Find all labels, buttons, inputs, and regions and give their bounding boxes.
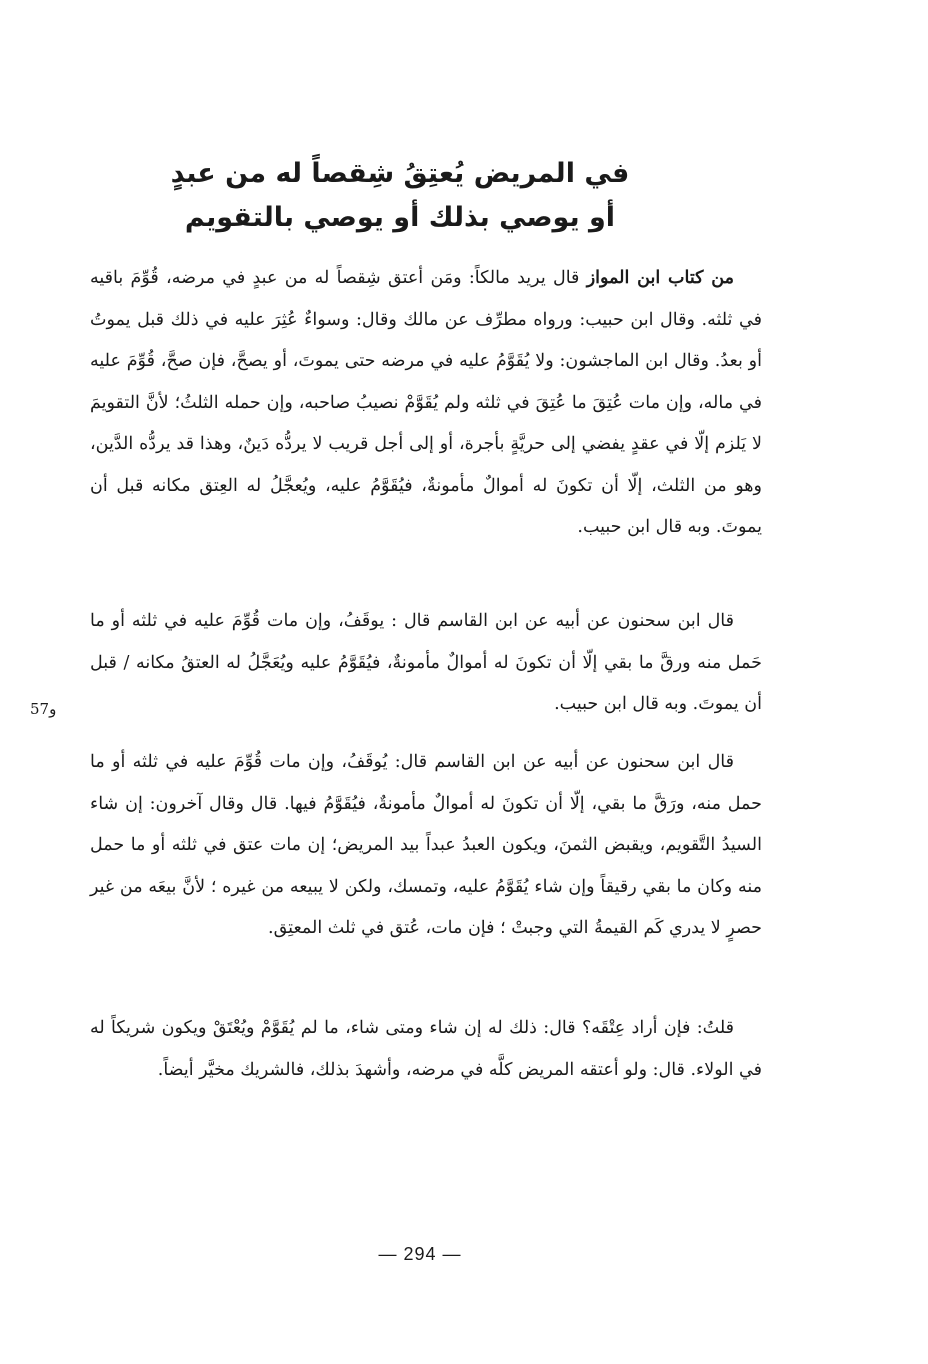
chapter-title — [120, 152, 680, 240]
paragraph-3 — [90, 742, 762, 950]
paragraph-text: قال يريد مالكاً: ومَن أعتق شِقصاً له من عبدٍ في مرضه، قُوِّمَ باقيه في ثلثه. وقال ابن حبيب: ورواه مطرِّف عن مالك وقال: وسواءٌ عُثِرَ عليه في ذلك قبل يموتُ أو بعدُ. وقال ابن الماجشون: ولا يُقَوَّمُ عليه في مرضه حتى يموتَ، أو يصحَّ، فإن صحَّ، قُوِّمَ عليه في ماله، وإن مات عُتِقَ ما عُتِقَ في ثلثه ولم يُقَوَّمْ نصيبُ صاحبه، وإن حمله الثلثُ؛ لأنَّ التقويمَ لا يَلزم إلّا في عقدٍ يفضي إلى حريَّةٍ بأجرة، أو إلى أجل قريب لا يردُّه دَينٌ، وهذا قد يردُّه الدَّين، وهو من الثلث، إلّا أن تكونَ له أموالٌ مأمونةٌ، فيُقَوَّمُ عليه، ويُعجَّلُ له العِتق مكانه قبل أن يموتَ. وبه قال ابن حبيب. — [90, 268, 762, 537]
paragraph-text: قال ابن سحنون عن أبيه عن ابن القاسم قال: يُوقَفُ، وإن مات قُوِّمَ عليه في ثلثه أو ما حمل منه، ورَقَّ ما بقي، إلّا أن تكونَ له أموالٌ مأمونةٌ، فيُقَوَّمُ فيها. قال وقال آخرون: إن شاء السيدُ التَّقويم، ويقبض الثمنَ، ويكون العبدُ عبداً بيد المريض؛ إن مات عتق في ثلثه أو ما حمل منه وكان ما بقي رقيقاً وإن شاء يُقَوَّمُ عليه، وتمسك، ولكن لا يبيعه من غيره ؛ لأنَّ بيعَه من غير حصرٍ لا يدري كَم القيمةُ التي وجبتْ ؛ فإن مات، عُتق في ثلث المعتِق. — [90, 752, 762, 938]
paragraph-1 — [90, 258, 762, 549]
margin-folio-note: و57 — [30, 700, 57, 718]
paragraph-2 — [90, 601, 762, 726]
title-line-2: أو يوصي بذلك أو يوصي بالتقويم — [184, 202, 616, 233]
paragraph-text: قال ابن سحنون عن أبيه عن ابن القاسم قال : يوقَفُ، وإن مات قُوِّمَ عليه في ثلثه أو ما حَمل منه ورقَّ ما بقي إلّا أن تكونَ له أموالٌ مأمونةٌ، فيُقَوَّمُ عليه ويُعَجَّلُ له العتقُ مكانه / قبل أن يموتَ. وبه قال ابن حبيب. — [90, 611, 762, 714]
source-citation: من كتاب ابن المواز — [586, 268, 734, 288]
title-line-1: في المريض يُعتِقُ شِقصاً له من عبدٍ — [170, 158, 630, 189]
paragraph-4 — [90, 1008, 762, 1091]
paragraph-text: قلتُ: فإن أراد عِتْقَه؟ قال: ذلك له إن شاء ومتى شاء، ما لم يُقَوَّمْ ويُعْتَقْ ويكون شريكاً له في الولاء. قال: ولو أعتقه المريض كلَّه في مرضه، وأشهدَ بذلك، فالشريك مخيَّر أيضاً. — [90, 1018, 762, 1080]
page-number: — 294 — — [378, 1244, 462, 1264]
